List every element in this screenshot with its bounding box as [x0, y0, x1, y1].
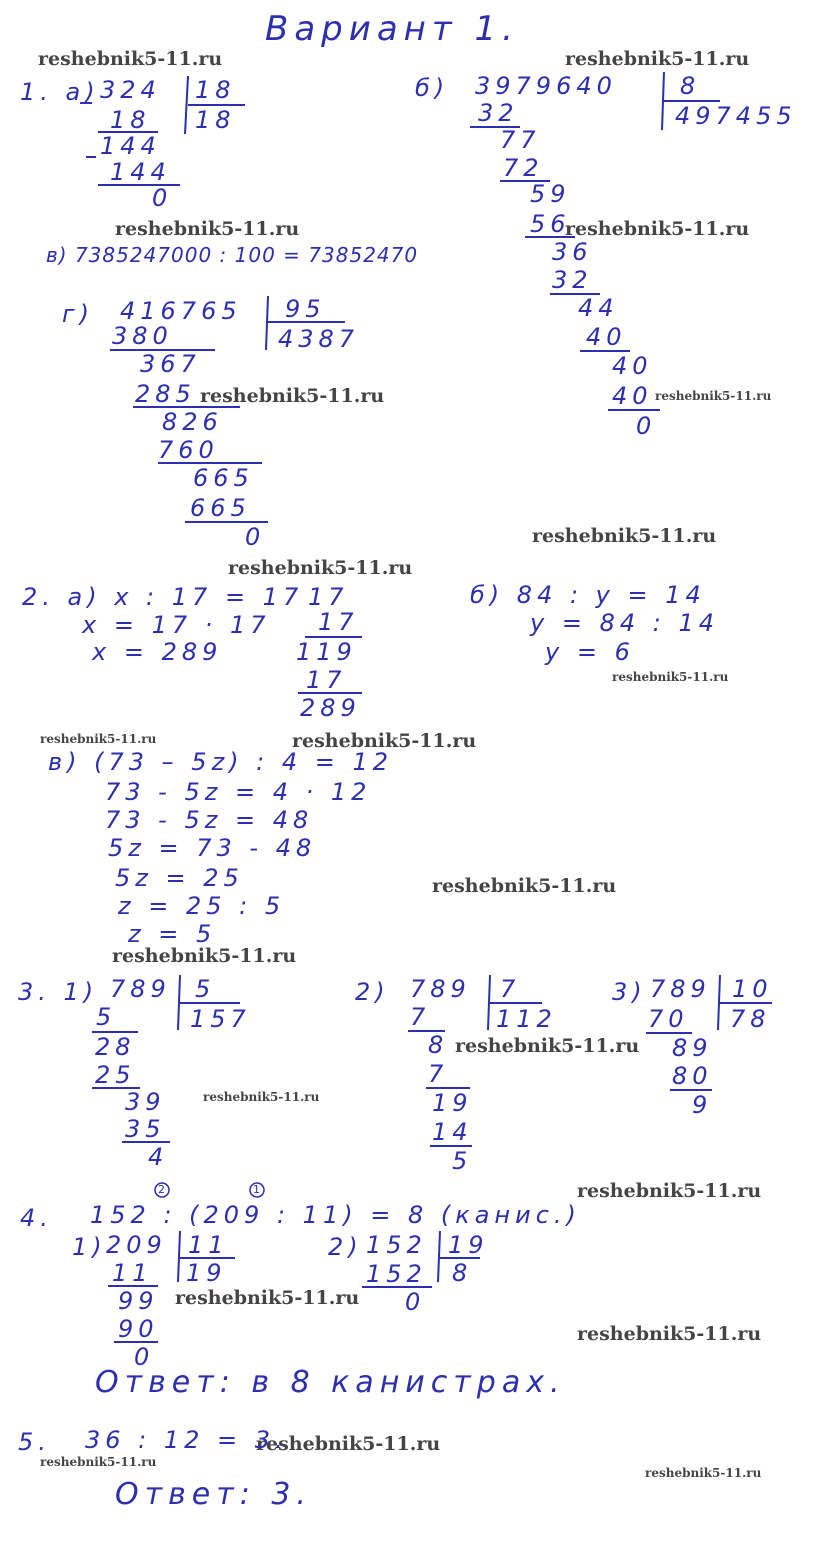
- task3-1-label: 3. 1): [18, 978, 99, 1006]
- task3-3-step: 70: [648, 1005, 689, 1033]
- task1b-label: б): [415, 74, 450, 102]
- task3-2-divisor: 7: [500, 975, 521, 1003]
- task3-2-label: 2): [355, 978, 390, 1006]
- task3-2-dividend: 789: [410, 975, 471, 1003]
- task4-label: 4.: [20, 1204, 53, 1232]
- task3-3-divisor: 10: [732, 975, 773, 1003]
- task1a-label: 1. а): [20, 78, 100, 106]
- task1b-dividend: 3979640: [475, 72, 617, 100]
- task3-2-step: 19: [432, 1089, 473, 1117]
- task2v-line: z = 25 : 5: [118, 892, 286, 920]
- task1g-label: г): [62, 300, 94, 328]
- task4-2-step: 0: [405, 1288, 426, 1316]
- watermark: reshebnik5-11.ru: [40, 1455, 157, 1469]
- task4-1-step: 90: [118, 1315, 159, 1343]
- task1a-dividend: 324: [100, 76, 161, 104]
- task4-2-divisor: 19: [448, 1231, 489, 1259]
- task1b-quotient: 497455: [675, 102, 797, 130]
- task3-1-quotient: 157: [190, 1005, 251, 1033]
- task4-order-mark: 2: [158, 1183, 165, 1196]
- task3-2-step: 7: [410, 1003, 431, 1031]
- task2b-line: y = 6: [545, 638, 635, 666]
- watermark: reshebnik5-11.ru: [115, 218, 300, 240]
- task2v-line: 5z = 25: [115, 864, 244, 892]
- task4-1-divisor: 11: [188, 1231, 229, 1259]
- task3-1-step: 35: [125, 1115, 166, 1143]
- task3-3-step: 9: [692, 1091, 713, 1119]
- task3-1-step: 39: [125, 1088, 166, 1116]
- task4-1-step: 11: [112, 1259, 153, 1287]
- task1g-quotient: 4387: [278, 325, 360, 353]
- watermark: reshebnik5-11.ru: [228, 557, 413, 579]
- task1g-step: 826: [162, 408, 223, 436]
- watermark: reshebnik5-11.ru: [565, 48, 750, 70]
- task3-3-step: 80: [672, 1062, 713, 1090]
- task1a-quotient: 18: [195, 106, 236, 134]
- task3-3-dividend: 789: [650, 975, 711, 1003]
- task1b-step: 56: [530, 210, 571, 238]
- task2v-line: 5z = 73 - 48: [108, 834, 317, 862]
- watermark: reshebnik5-11.ru: [256, 1433, 441, 1455]
- task3-3-quotient: 78: [730, 1005, 771, 1033]
- watermark: reshebnik5-11.ru: [655, 389, 772, 403]
- watermark: reshebnik5-11.ru: [40, 732, 157, 746]
- task1g-step: 665: [193, 464, 254, 492]
- task3-2-step: 7: [428, 1060, 449, 1088]
- task1b-step: 40: [612, 352, 653, 380]
- task2a-mult: 17: [306, 666, 347, 694]
- task1a-step: 0: [152, 184, 173, 212]
- task1g-step: 285: [135, 380, 196, 408]
- task3-1-step: 25: [95, 1061, 136, 1089]
- task2a-line: x = 17 · 17: [82, 611, 271, 639]
- task2v-line: 73 - 5z = 4 · 12: [105, 778, 372, 806]
- task4-2-quotient: 8: [452, 1259, 473, 1287]
- task1g-step: 0: [245, 523, 266, 551]
- task3-2-quotient: 112: [496, 1005, 557, 1033]
- task1b-step: 36: [552, 238, 593, 266]
- task1g-dividend: 416765: [120, 297, 242, 325]
- task2a-mult: 17: [318, 608, 359, 636]
- task3-1-step: 4: [148, 1143, 169, 1171]
- task2v-line: z = 5: [128, 920, 217, 948]
- watermark: reshebnik5-11.ru: [112, 945, 297, 967]
- task3-2-step: 8: [428, 1031, 449, 1059]
- task3-3-label: 3): [612, 978, 647, 1006]
- task2b-line: б) 84 : y = 14: [470, 581, 706, 609]
- task1g-step: 665: [190, 494, 251, 522]
- watermark: reshebnik5-11.ru: [200, 385, 385, 407]
- task3-2-step: 14: [432, 1118, 473, 1146]
- task1b-step: 32: [552, 266, 593, 294]
- task4-1-dividend: 209: [106, 1231, 167, 1259]
- task1b-divisor: 8: [680, 72, 701, 100]
- task5-expression: 36 : 12 = 3.: [85, 1426, 288, 1454]
- task3-1-step: 5: [96, 1003, 117, 1031]
- task2a-mult: 17: [308, 583, 349, 611]
- watermark: reshebnik5-11.ru: [577, 1323, 762, 1345]
- task2a-mult: 119: [296, 638, 357, 666]
- task1b-step: 59: [530, 180, 571, 208]
- task4-2-dividend: 152: [366, 1231, 427, 1259]
- task4-answer: Ответ: в 8 канистрах.: [95, 1365, 566, 1400]
- task4-2-step: 152: [366, 1260, 427, 1288]
- task1g-step: 367: [140, 350, 201, 378]
- watermark: reshebnik5-11.ru: [432, 875, 617, 897]
- task2a-line: x = 289: [92, 638, 223, 666]
- watermark: reshebnik5-11.ru: [38, 48, 223, 70]
- watermark: reshebnik5-11.ru: [565, 218, 750, 240]
- task1b-step: 77: [500, 126, 541, 154]
- task1b-step: 40: [612, 382, 653, 410]
- task3-3-step: 89: [672, 1034, 713, 1062]
- task2a-mult: 289: [300, 694, 361, 722]
- task2v-line: 73 - 5z = 48: [105, 806, 314, 834]
- task1b-step: 32: [478, 99, 519, 127]
- task4-1-quotient: 19: [186, 1259, 227, 1287]
- watermark: reshebnik5-11.ru: [577, 1180, 762, 1202]
- task4-expression: 152 : (209 : 11) = 8 (канис.): [90, 1201, 581, 1229]
- task2v-line: в) (73 – 5z) : 4 = 12: [48, 748, 394, 776]
- watermark: reshebnik5-11.ru: [645, 1466, 762, 1480]
- task5-answer: Ответ: 3.: [115, 1477, 312, 1512]
- task1g-step: 380: [112, 322, 173, 350]
- watermark: reshebnik5-11.ru: [292, 730, 477, 752]
- watermark: reshebnik5-11.ru: [175, 1287, 360, 1309]
- task3-1-dividend: 789: [110, 975, 171, 1003]
- task1g-divisor: 95: [285, 295, 326, 323]
- task4-1-step: 0: [134, 1343, 155, 1371]
- task4-1-step: 99: [118, 1287, 159, 1315]
- task1b-step: 72: [503, 154, 544, 182]
- task3-1-step: 28: [95, 1033, 136, 1061]
- title: Вариант 1.: [265, 9, 519, 49]
- watermark: reshebnik5-11.ru: [203, 1090, 320, 1104]
- task3-2-step: 5: [452, 1147, 473, 1175]
- task1v-expression: в) 7385247000 : 100 = 73852470: [46, 243, 419, 267]
- task1b-step: 40: [586, 323, 627, 351]
- task4-2-label: 2): [328, 1233, 363, 1261]
- watermark: reshebnik5-11.ru: [532, 525, 717, 547]
- task2b-line: y = 84 : 14: [530, 609, 719, 637]
- task5-label: 5.: [18, 1428, 51, 1456]
- task1a-step: 144: [110, 158, 171, 186]
- task1a-step: 18: [110, 106, 151, 134]
- task1a-divisor: 18: [195, 76, 236, 104]
- watermark: reshebnik5-11.ru: [455, 1035, 640, 1057]
- task2a-line: 2. а) x : 17 = 17: [22, 583, 304, 611]
- task3-1-divisor: 5: [195, 975, 216, 1003]
- task4-order-mark: 1: [253, 1183, 260, 1196]
- task4-1-label: 1): [72, 1233, 107, 1261]
- watermark: reshebnik5-11.ru: [612, 670, 729, 684]
- task1a-step: 144: [100, 132, 161, 160]
- task1g-step: 760: [158, 436, 219, 464]
- task1b-step: 0: [636, 412, 657, 440]
- task1b-step: 44: [578, 294, 619, 322]
